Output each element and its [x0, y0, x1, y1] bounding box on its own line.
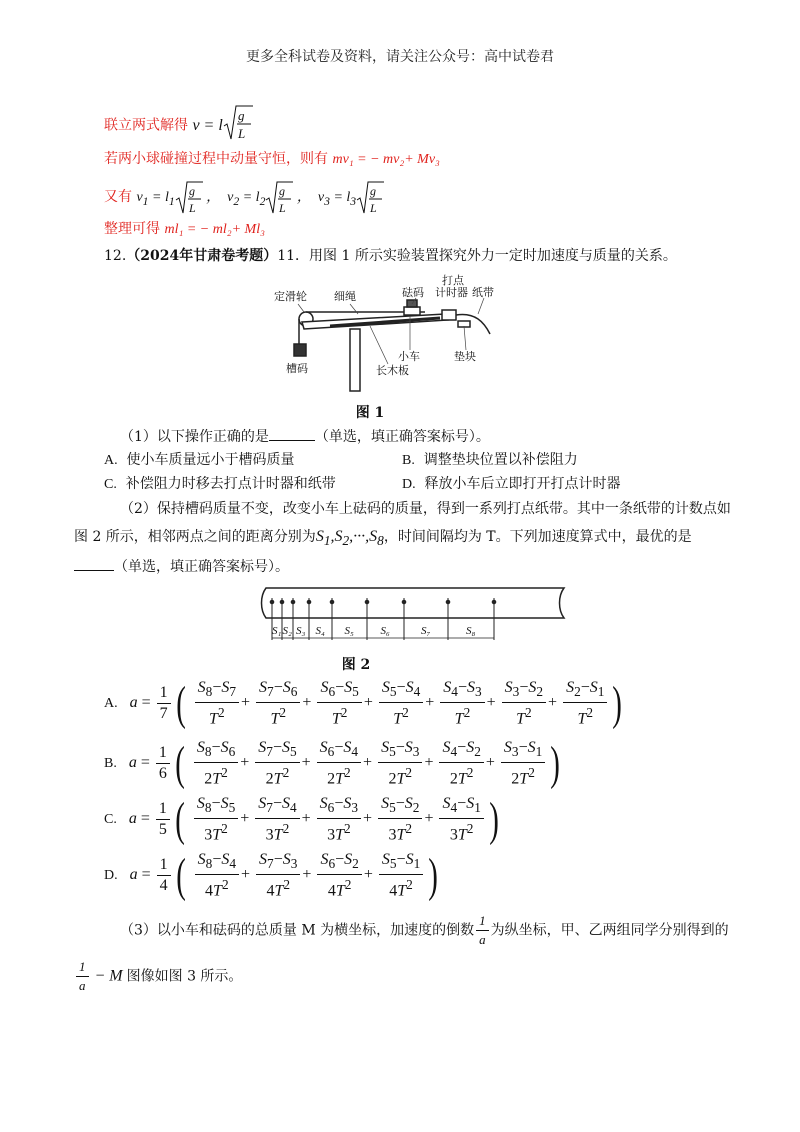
formula-c-key: C. [104, 812, 117, 828]
tape-dot [446, 600, 450, 604]
svg-text:L: L [279, 201, 287, 215]
label-pulley: 定滑轮 [274, 290, 307, 303]
figure-1-caption: 图 1 [355, 405, 385, 421]
option-d-key: D. [402, 477, 416, 492]
solution-line-4 [104, 219, 265, 240]
option-a [104, 450, 295, 471]
solution-text: 整理可得 [104, 221, 160, 237]
label-block: 垫块 [454, 350, 476, 363]
answer-blank-2 [74, 556, 114, 571]
page-header: 更多全科试卷及资料，请关注公众号：高中试卷君 [246, 49, 554, 65]
part3-text-b: 为纵坐标，甲、乙两组同学分别得到的 [490, 922, 729, 939]
label-timer-bottom: 计时器 [435, 286, 468, 299]
formula-d-key: D. [104, 868, 118, 884]
label-weight: 砝码 [402, 286, 424, 299]
solution-line-1 [104, 104, 253, 148]
coef-c: $\frac{1}{5}$ [156, 799, 170, 840]
distance-series: $S_1,S_2,\cdot\cdot\cdot,S_8$ [315, 528, 384, 549]
option-c-key: C. [104, 477, 117, 492]
momentum-equation: mv₁ = − mv₂+ Mv₃ [332, 152, 440, 167]
part3-line-2: $\frac{1}{a}$ − M 图像如图 3 所示。 [74, 958, 242, 995]
part1-stem-text: （1）以下操作正确的是 [120, 429, 269, 445]
hook-weight-shape [294, 344, 306, 356]
label-timer-top: 打点 [442, 274, 464, 287]
label-hook-weight: 槽码 [286, 362, 308, 375]
option-a-key: A. [104, 453, 118, 468]
solution-text: 又有 [104, 189, 132, 206]
tape-dot [307, 600, 311, 604]
question-text: 11．用图 1 所示实验装置探究外力一定时加速度与质量的关系。 [277, 248, 677, 264]
formula-option-d: D. a = $\frac{1}{4}$ ( $\frac{S_8-S_4}{4T^2}$ + $\frac{S_7-S_3}{4T^2}$ + $\frac{S_6-S_2}{4T^2}$ + $\frac{S_5-S_1}{4T^2}$ ) [104, 849, 439, 902]
svg-text:g: g [370, 184, 377, 198]
solution-text: 联立两式解得 [104, 117, 188, 134]
formula-option-a: A. a = $\frac{1}{7}$ ( $\frac{S_8-S_7}{T^2}$ + $\frac{S_7-S_6}{T^2}$ + $\frac{S_6-S_5}{T^2}$ + $\frac{S_5-S_4}{T^2}$ + $\frac{S_4-S_3}{T^2}$ + $\frac{S_3-S_2}{T^2}$ + $\frac{S_2-S_1}{T^2}$ ) [104, 677, 623, 730]
reciprocal-a-axis: $\frac{1}{a}$ [76, 958, 89, 995]
cart-shape [404, 307, 420, 315]
option-c-text: 补偿阻力时移去打点计时器和纸带 [125, 476, 336, 492]
tape-dot [330, 600, 334, 604]
svg-text:L: L [370, 201, 377, 215]
part2-line-3 [74, 556, 289, 577]
part1-stem [120, 426, 490, 447]
formula-a-key: A. [104, 696, 118, 712]
coef-d: $\frac{1}{4}$ [157, 855, 171, 896]
figure-2-tape [258, 584, 574, 650]
formula-option-b: B. a = $\frac{1}{6}$ ( $\frac{S_8-S_6}{2T^2}$ + $\frac{S_7-S_5}{2T^2}$ + $\frac{S_6-S_4}{2T^2}$ + $\frac{S_5-S_3}{2T^2}$ + $\frac{S_4-S_2}{2T^2}$ + $\frac{S_3-S_1}{2T^2}$ ) [104, 737, 561, 790]
question-number: 12. [104, 248, 127, 264]
part3-text-a: （3）以小车和砝码的总质量 M 为横坐标，加速度的倒数 [120, 922, 475, 939]
part2-text-b: ，时间间隔均为 T。下列加速度算式中，最优的是 [383, 529, 692, 545]
segment-label: S₈ [466, 625, 476, 637]
length-equation: ml₁ = − ml₂+ Ml₃ [164, 222, 265, 237]
part2-note: （单选，填正确答案标号）。 [114, 559, 289, 575]
segment-label: S₇ [421, 625, 431, 637]
segment-label: S₆ [380, 625, 390, 637]
velocity-relations: $v_1 = l_1$ g L ， $v_2 = l_2$ g L ， $v_3 = l_3$ g L [136, 190, 384, 205]
svg-text:g: g [237, 108, 245, 123]
option-b [402, 450, 578, 471]
segment-label: S₂ [282, 625, 292, 637]
segment-label: S₄ [315, 625, 325, 637]
svg-text:g: g [188, 184, 195, 198]
formula-b-key: B. [104, 756, 117, 772]
option-b-text: 调整垫块位置以补偿阻力 [423, 452, 578, 468]
solution-text: 若两小球碰撞过程中动量守恒，则有 [104, 151, 328, 167]
segment-label: S₁ [272, 625, 282, 637]
coef-b: $\frac{1}{6}$ [156, 743, 170, 784]
option-d-text: 释放小车后立即打开打点计时器 [424, 476, 621, 492]
question-stem [104, 246, 677, 266]
part2-line-2 [74, 527, 692, 551]
figure-1-apparatus [270, 274, 510, 398]
part2-line-1: （2）保持槽码质量不变，改变小车上砝码的质量，得到一系列打点纸带。其中一条纸带的计数点如 [120, 501, 731, 517]
reciprocal-a: $\frac{1}{a}$ [476, 912, 489, 949]
tape-dot [492, 600, 496, 604]
question-source: （2024年甘肃卷考题） [126, 248, 278, 264]
part1-stem-note: （单选，填正确答案标号）。 [314, 429, 490, 445]
tape-dot [365, 600, 369, 604]
tape-dot [280, 600, 284, 604]
option-d [402, 474, 621, 495]
part3-text-c: 图像如图 3 所示。 [126, 968, 243, 985]
svg-text:g: g [279, 184, 286, 198]
label-tape: 纸带 [472, 286, 494, 299]
formula-option-c: C. a = $\frac{1}{5}$ ( $\frac{S_8-S_5}{3T^2}$ + $\frac{S_7-S_4}{3T^2}$ + $\frac{S_6-S_3}{3T^2}$ + $\frac{S_5-S_2}{3T^2}$ + $\frac{S_4-S_1}{3T^2}$ ) [104, 793, 499, 846]
label-string: 细绳 [334, 290, 356, 303]
solution-line-2 [104, 149, 440, 170]
label-cart: 小车 [398, 350, 420, 363]
coef-a: $\frac{1}{7}$ [157, 683, 171, 724]
timer-shape [442, 310, 456, 320]
solution-line-3 [104, 180, 384, 216]
figure-2-caption: 图 2 [341, 657, 371, 673]
option-a-text: 使小车质量远小于槽码质量 [126, 452, 295, 468]
part2-text-a: 图 2 所示，相邻两点之间的距离分别为 [74, 529, 316, 545]
tape-dot [270, 600, 274, 604]
segment-label: S₃ [296, 625, 306, 637]
option-c [104, 474, 336, 495]
sqrt-g-over-L [223, 104, 253, 148]
answer-blank-1 [269, 426, 315, 441]
tape-dot [402, 600, 406, 604]
svg-text:L: L [188, 201, 196, 215]
velocity-formula: v = l g L [192, 117, 252, 134]
tape-dot [291, 600, 295, 604]
part3-line-1 [120, 912, 729, 949]
svg-text:L: L [237, 126, 246, 141]
option-b-key: B. [402, 453, 415, 468]
segment-label: S₅ [344, 625, 354, 637]
label-board: 长木板 [376, 364, 409, 377]
